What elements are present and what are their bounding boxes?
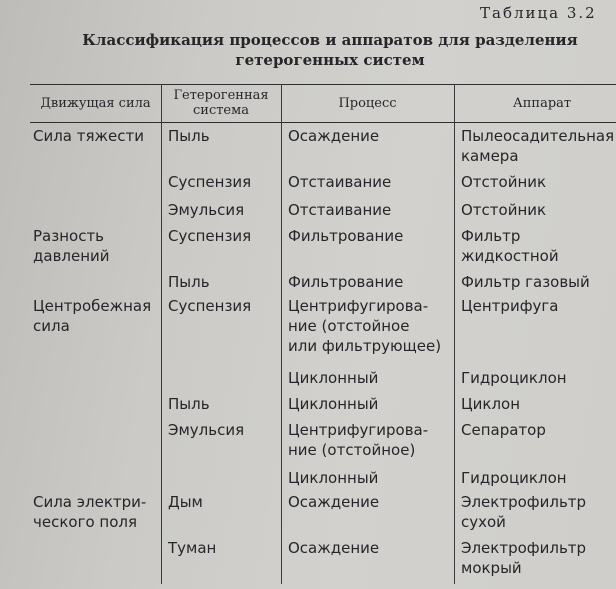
driving-force-cell: Центробежная [33,297,152,315]
apparatus-cell: Электрофильтр [461,539,587,557]
header-process-label: Процесс [338,95,397,111]
system-cell: Пыль [168,127,210,145]
process-cell: Центрифугирова- [288,297,429,315]
driving-force-cell: давлений [33,247,110,265]
apparatus-cell: Отстойник [461,201,547,219]
process-cell: Отстаивание [288,201,392,219]
process-cell: ние (отстойное) [288,441,416,459]
process-cell: Фильтрование [288,227,404,245]
header-system-label-line-1: Гетерогенная [173,88,269,103]
driving-force-cell: Разность [33,227,105,245]
apparatus-cell: Отстойник [461,173,547,191]
process-cell: или фильтрующее) [288,337,442,355]
process-cell: Центрифугирова- [288,421,429,439]
table-title-line-2: гетерогенных систем [235,51,425,69]
apparatus-cell: Центрифуга [461,297,559,315]
driving-force-cell: ческого поля [33,513,137,531]
apparatus-cell: Гидроциклон [461,469,567,487]
process-cell: Осаждение [288,127,380,145]
column-divider-3 [454,84,455,584]
header-system [161,84,281,122]
apparatus-cell: камера [461,147,519,165]
apparatus-cell: Электрофильтр [461,493,587,511]
column-divider-1 [161,84,162,584]
header-process [281,84,454,122]
process-cell: Осаждение [288,493,380,511]
system-cell: Суспензия [168,297,252,315]
process-cell: Циклонный [288,395,379,413]
system-cell: Туман [168,539,217,557]
apparatus-cell: Сепаратор [461,421,546,439]
driving-force-cell: Сила тяжести [33,127,145,145]
apparatus-cell: мокрый [461,559,522,577]
header-driving-force [30,84,161,122]
system-cell: Суспензия [168,227,252,245]
driving-force-cell: сила [33,317,70,335]
process-cell: Отстаивание [288,173,392,191]
system-cell: Дым [168,493,203,511]
apparatus-cell: сухой [461,513,506,531]
header-apparatus-label: Аппарат [512,95,572,111]
system-cell: Пыль [168,273,210,291]
process-cell: ние (отстойное [288,317,410,335]
header-system-label-line-2: система [193,103,249,118]
process-cell: Циклонный [288,469,379,487]
system-cell: Эмульсия [168,421,245,439]
header-driving-force-label: Движущая сила [40,95,151,111]
process-cell: Осаждение [288,539,380,557]
column-divider-2 [281,84,282,584]
table-title-line-1: Классификация процессов и аппаратов для разделения [82,31,578,49]
apparatus-cell: жидкостной [461,247,559,265]
process-cell: Циклонный [288,369,379,387]
classification-table [30,84,616,584]
apparatus-cell: Фильтр [461,227,521,245]
apparatus-cell: Фильтр газовый [461,273,590,291]
table-number: Таблица 3.2 [480,4,597,22]
driving-force-cell: Сила электри- [33,493,147,511]
system-cell: Пыль [168,395,210,413]
apparatus-cell: Пылеосадительная [461,127,615,145]
header-apparatus [454,84,616,122]
system-cell: Эмульсия [168,201,245,219]
header-bottom-rule [30,122,616,123]
apparatus-cell: Гидроциклон [461,369,567,387]
apparatus-cell: Циклон [461,395,521,413]
system-cell: Суспензия [168,173,252,191]
process-cell: Фильтрование [288,273,404,291]
